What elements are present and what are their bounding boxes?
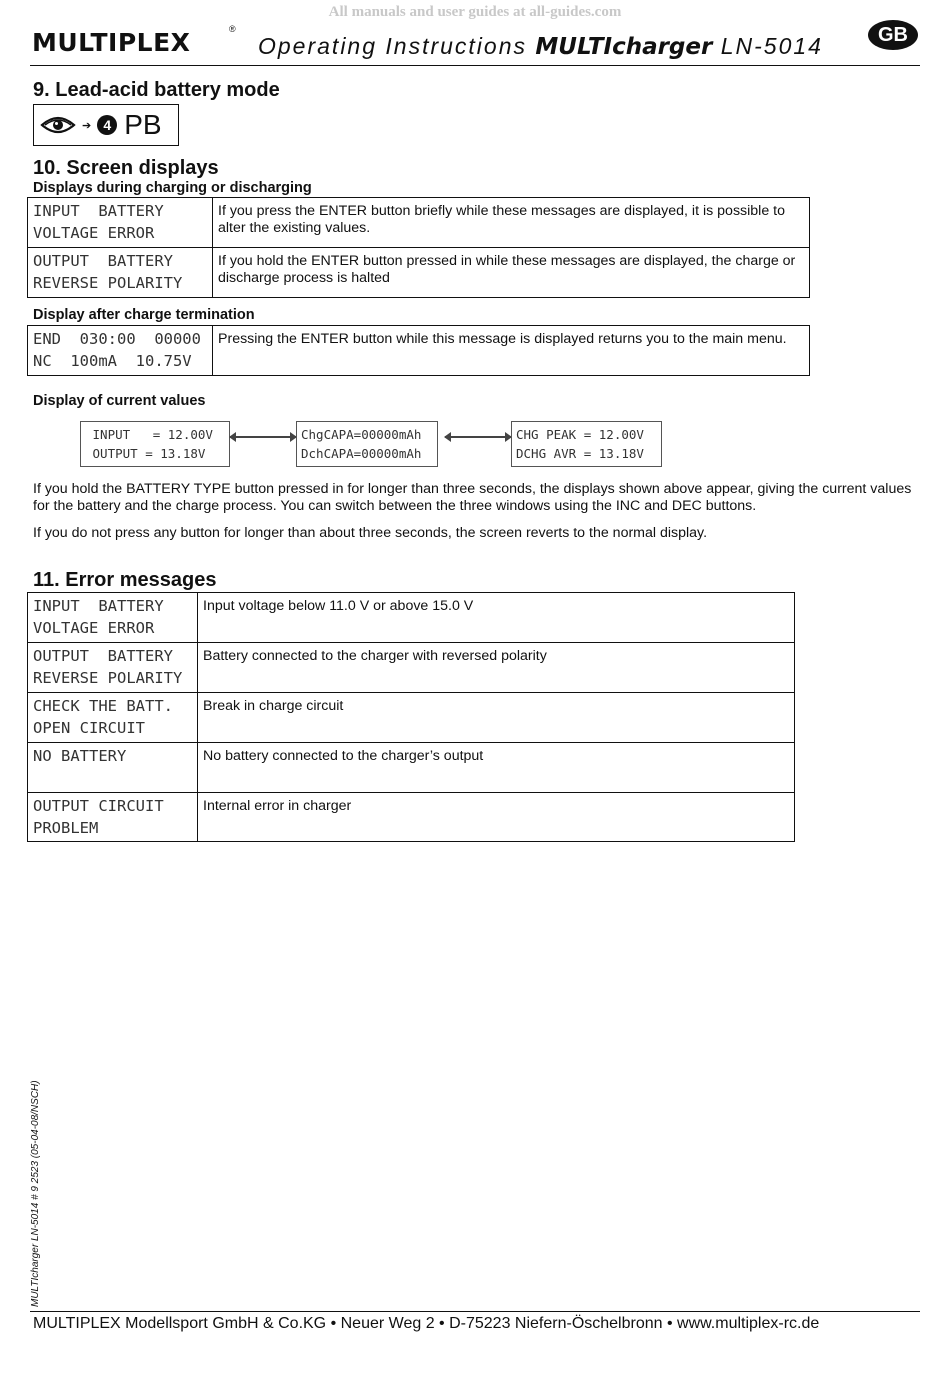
- lcd-message: OUTPUT BATTERY REVERSE POLARITY: [28, 248, 213, 298]
- error-description: Battery connected to the charger with reversed polarity: [198, 643, 795, 693]
- double-arrow-icon: [230, 436, 296, 438]
- lcd-message: CHECK THE BATT. OPEN CIRCUIT: [28, 693, 198, 743]
- mode-number-badge: 4: [97, 115, 117, 135]
- subheading-charging-displays: Displays during charging or discharging: [33, 180, 312, 196]
- error-description: Break in charge circuit: [198, 693, 795, 743]
- table-row: [28, 643, 795, 693]
- double-arrow-icon: [445, 436, 511, 438]
- lcd-message: OUTPUT BATTERY REVERSE POLARITY: [28, 643, 198, 693]
- registered-mark: ®: [229, 24, 236, 34]
- lcd-message: OUTPUT CIRCUIT PROBLEM: [28, 793, 198, 842]
- title-model: LN-5014: [712, 33, 823, 59]
- table-row: [28, 743, 795, 793]
- table-row: [28, 593, 795, 643]
- message-description: If you press the ENTER button briefly while these messages are displayed, it is possible to alter the existing values.: [213, 198, 810, 248]
- termination-display-table: [27, 325, 810, 376]
- error-description: Internal error in charger: [198, 793, 795, 842]
- title-prefix: Operating Instructions: [258, 33, 536, 59]
- multiplex-logo: MULTIPLEX: [32, 28, 191, 57]
- lcd-message: NO BATTERY: [28, 743, 198, 793]
- side-document-code: MULTIcharger LN-5014 # 9 2523 (05-04-08/NSCH): [30, 1080, 41, 1307]
- lcd-message: INPUT BATTERY VOLTAGE ERROR: [28, 198, 213, 248]
- table-row: [28, 793, 795, 842]
- document-title: [258, 33, 823, 60]
- table-row: [28, 693, 795, 743]
- arrow-right-icon: ➔: [82, 119, 92, 132]
- charging-display-table: [27, 197, 810, 298]
- subheading-after-termination: Display after charge termination: [33, 307, 255, 323]
- lcd-screen-peak: CHG PEAK = 12.00V DCHG AVR = 13.18V: [511, 421, 662, 467]
- current-values-paragraph: If you hold the BATTERY TYPE button pressed in for longer than three seconds, the displays shown above appear, giving the current values for the battery and the charge process. You can switch between the three windows using the INC and DEC buttons.: [33, 481, 912, 514]
- page-footer: MULTIPLEX Modellsport GmbH & Co.KG • Neuer Weg 2 • D-75223 Niefern-Öschelbronn • www.multiplex-rc.de: [30, 1311, 920, 1333]
- title-brand: MULTIcharger: [535, 34, 713, 60]
- section-9-heading: 9. Lead-acid battery mode: [33, 79, 280, 101]
- lcd-screen-voltage: INPUT = 12.00V OUTPUT = 13.18V: [80, 421, 230, 467]
- mode-label: PB: [124, 109, 162, 140]
- lcd-message: INPUT BATTERY VOLTAGE ERROR: [28, 593, 198, 643]
- mode-selection-box: [33, 104, 179, 146]
- error-description: No battery connected to the charger’s output: [198, 743, 795, 793]
- eye-icon: [40, 114, 76, 136]
- watermark: All manuals and user guides at all-guides.com: [328, 4, 622, 20]
- table-row: [28, 248, 810, 298]
- error-description: Input voltage below 11.0 V or above 15.0 V: [198, 593, 795, 643]
- message-description: Pressing the ENTER button while this message is displayed returns you to the main menu.: [213, 326, 810, 376]
- section-11-heading: 11. Error messages: [33, 569, 217, 591]
- subheading-current-values: Display of current values: [33, 393, 206, 409]
- error-messages-table: [27, 592, 795, 842]
- table-row: [28, 198, 810, 248]
- table-row: [28, 326, 810, 376]
- language-badge: GB: [868, 20, 918, 50]
- lcd-screen-capacity: ChgCAPA=00000mAh DchCAPA=00000mAh: [296, 421, 438, 467]
- lcd-message: END 030:00 00000 NC 100mA 10.75V: [28, 326, 213, 376]
- page-header: [30, 24, 920, 66]
- section-10-heading: 10. Screen displays: [33, 157, 219, 179]
- screen-revert-paragraph: If you do not press any button for longer than about three seconds, the screen reverts to the normal display.: [33, 525, 708, 541]
- message-description: If you hold the ENTER button pressed in while these messages are displayed, the charge or discharge process is halted: [213, 248, 810, 298]
